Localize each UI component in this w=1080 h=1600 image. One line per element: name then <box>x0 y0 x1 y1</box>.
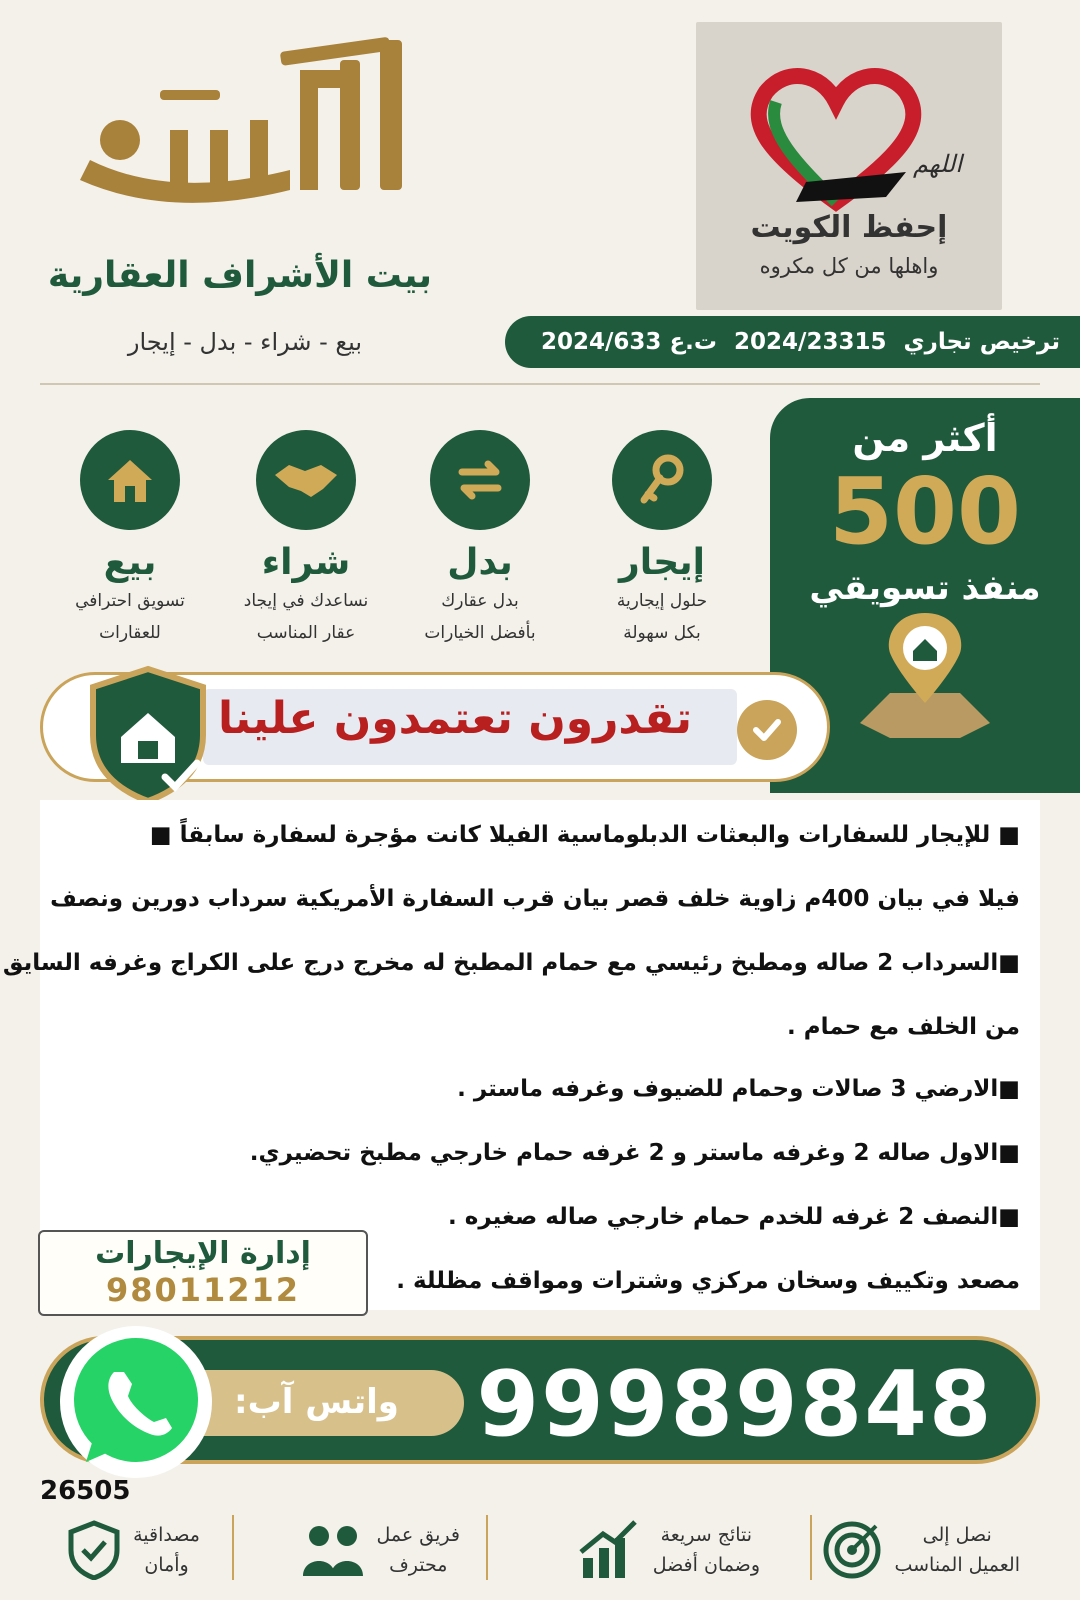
description-line: ■النصف 2 غرفه للخدم حمام خارجي صاله صغيره . <box>448 1204 1020 1230</box>
services-line: بيع - شراء - بدل - إيجار <box>127 328 363 356</box>
lease-title: إدارة الإيجارات <box>95 1236 311 1271</box>
feature-results <box>577 1512 760 1587</box>
description-line: ■السرداب 2 صاله ومطبخ رئيسي مع حمام المطبخ له مخرج درج على الكراج وغرفه السايق <box>2 950 1020 976</box>
service-lease-title: إيجار <box>618 542 706 583</box>
description-line: ■الارضي 3 صالات وحمام للضيوف وغرفه ماستر . <box>457 1076 1020 1102</box>
map-pin-icon <box>850 603 1000 743</box>
feature-team-line2: محترف <box>389 1553 448 1576</box>
kuwait-heart-icon <box>736 62 936 212</box>
key-icon <box>612 430 712 530</box>
feature-results-line1: نتائج سريعة <box>660 1523 753 1546</box>
description-line: ■ للإيجار للسفارات والبعثات الدبلوماسية الفيلا كانت مؤجرة لسفارة سابقاً ■ <box>149 822 1020 848</box>
service-buy-line2: عقار المناسب <box>256 623 356 643</box>
lease-phone[interactable]: 98011212 <box>105 1271 301 1309</box>
divider <box>40 383 1040 385</box>
license-tc: ت.ع 2024/633 <box>541 329 718 355</box>
brand-name: بيت الأشراف العقارية <box>47 255 433 296</box>
service-exchange-line2: بأفضل الخيارات <box>424 623 536 643</box>
service-sell <box>50 430 210 647</box>
trust-banner <box>40 672 830 782</box>
description-line: مصعد وتكييف وسخان مركزي وشترات ومواقف مظللة . <box>396 1268 1020 1294</box>
handshake-icon <box>256 430 356 530</box>
exchange-icon <box>430 430 530 530</box>
team-icon <box>301 1520 365 1580</box>
target-icon <box>822 1520 882 1580</box>
description-line: من الخلف مع حمام . <box>786 1014 1020 1040</box>
kuwait-title: إحفظ الكويت <box>750 210 948 245</box>
service-buy-line1: نساعدك في إيجاد <box>243 591 369 611</box>
license-bar <box>505 316 1080 368</box>
service-exchange <box>400 430 560 647</box>
feature-reach-line2: العميل المناسب <box>894 1553 1020 1576</box>
description-line: ■الاول صاله 2 وغرفه ماستر و 2 غرفه حمام خارجي مطبخ تحضيري. <box>249 1140 1020 1166</box>
reference-number: 26505 <box>40 1476 131 1506</box>
whatsapp-number[interactable]: 99989848 <box>476 1352 994 1457</box>
service-buy <box>226 430 386 647</box>
feature-results-line2: وضمان أفضل <box>652 1553 760 1576</box>
license-label: ترخيص تجاري <box>903 329 1060 355</box>
service-exchange-line1: بدل عقارك <box>441 591 519 611</box>
feature-reach <box>822 1512 1020 1587</box>
house-icon <box>80 430 180 530</box>
service-lease-line2: بكل سهولة <box>623 623 701 643</box>
check-circle-icon <box>737 700 797 760</box>
outlets-count: 500 <box>828 458 1022 565</box>
lease-management-box <box>38 1230 368 1316</box>
service-exchange-title: بدل <box>447 542 513 583</box>
feature-reach-line1: نصل إلى <box>922 1523 992 1546</box>
kuwait-banner <box>696 22 1002 310</box>
description-line: فيلا في بيان 400م زاوية خلف قصر بيان قرب السفارة الأمريكية سرداب دورين ونصف <box>50 886 1020 912</box>
feature-team <box>301 1512 460 1587</box>
service-sell-line2: للعقارات <box>99 623 161 643</box>
growth-chart-icon <box>577 1518 641 1582</box>
outlets-more-than: أكثر من <box>852 416 998 460</box>
service-lease-line1: حلول إيجارية <box>616 591 708 611</box>
feature-team-line1: فريق عمل <box>376 1523 460 1546</box>
kuwait-allah-text: اللهم <box>913 150 962 178</box>
shield-check-icon <box>67 1520 121 1580</box>
kuwait-subtitle: واهلها من كل مكروه <box>759 254 939 278</box>
trust-text: تقدرون تعتمدون علينا <box>217 693 693 744</box>
service-lease <box>582 430 742 647</box>
feature-trust-line1: مصداقية <box>133 1523 200 1546</box>
alashraf-logo <box>50 30 440 230</box>
feature-trust <box>67 1512 200 1587</box>
service-sell-line1: تسويق احترافي <box>75 591 185 611</box>
whatsapp-label: واتس آب: <box>234 1382 399 1422</box>
whatsapp-icon[interactable] <box>56 1322 216 1482</box>
feature-trust-line2: وأمان <box>144 1553 189 1576</box>
license-number: 2024/23315 <box>734 329 887 355</box>
outlets-label: منفذ تسويقي <box>809 568 1041 608</box>
service-buy-title: شراء <box>261 542 351 583</box>
service-sell-title: بيع <box>103 542 157 583</box>
shield-house-icon <box>83 665 213 805</box>
